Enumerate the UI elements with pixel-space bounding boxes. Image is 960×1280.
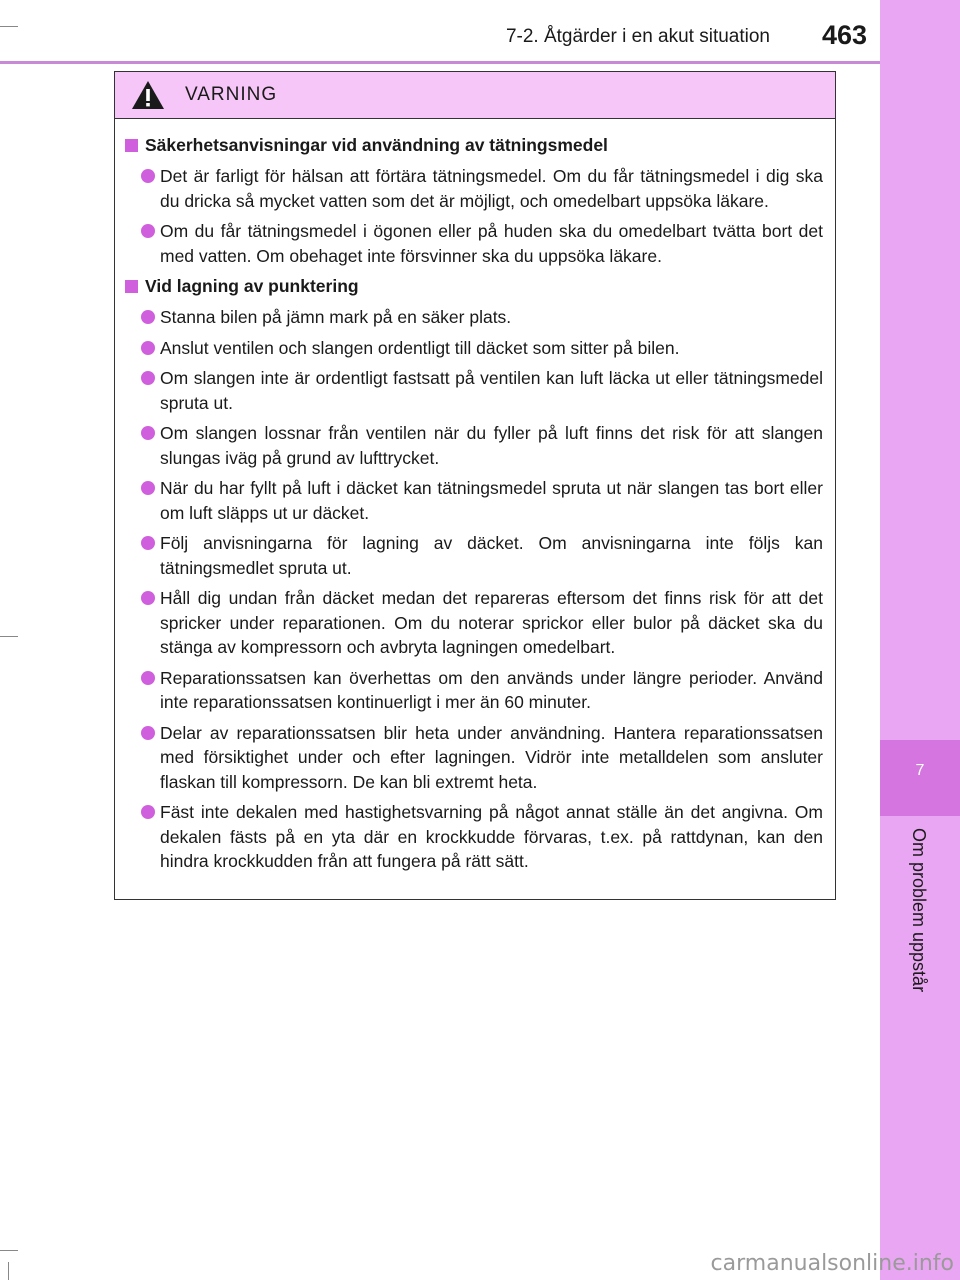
list-item-text: Om slangen inte är ordentligt fastsatt på ventilen kan luft läcka ut eller tätningsmedel spruta ut. bbox=[160, 368, 823, 413]
list-item-text: Följ anvisningarna för lagning av däcket. Om anvisningarna inte följs kan tätningsmedlet spruta ut. bbox=[160, 533, 823, 578]
chapter-title: Om problem uppstår bbox=[909, 828, 929, 993]
list-item-text: Reparationssatsen kan överhettas om den används under längre perioder. Använd inte reparationssatsen kontinuerligt i mer än 60 minuter. bbox=[160, 667, 823, 712]
list-item bbox=[125, 721, 825, 795]
list-item-text: Delar av reparationssatsen blir heta under användning. Hantera reparationssatsen med försiktighet under och efter lagningen. Vidrör inte metalldelen som ansluter flaskan till kompressorn. De kan bli extremt heta. bbox=[160, 722, 823, 792]
circle-bullet-icon bbox=[141, 481, 155, 495]
square-bullet-icon bbox=[125, 280, 138, 293]
circle-bullet-icon bbox=[141, 310, 155, 324]
section-heading bbox=[125, 133, 825, 157]
warning-title: VARNING bbox=[185, 84, 278, 105]
page-number: 463 bbox=[822, 20, 868, 50]
list-item-text: När du har fyllt på luft i däcket kan tätningsmedel spruta ut när slangen tas bort eller om luft släpps ut ur däcket. bbox=[160, 478, 823, 523]
list-item bbox=[125, 164, 825, 213]
list-item bbox=[125, 586, 825, 660]
list-item bbox=[125, 305, 825, 330]
section-title: 7-2. Åtgärder i en akut situation bbox=[505, 26, 770, 47]
section-heading-text: Säkerhetsanvisningar vid användning av tätningsmedel bbox=[145, 135, 608, 155]
circle-bullet-icon bbox=[141, 169, 155, 183]
watermark: carmanualsonline.info bbox=[710, 1251, 954, 1276]
list-item bbox=[125, 421, 825, 470]
circle-bullet-icon bbox=[141, 671, 155, 685]
list-item-text: Det är farligt för hälsan att förtära tätningsmedel. Om du får tätningsmedel i dig ska du dricka så mycket vatten som det är möjligt, och omedelbart uppsöka läkare. bbox=[160, 166, 823, 211]
list-item bbox=[125, 219, 825, 268]
circle-bullet-icon bbox=[141, 805, 155, 819]
side-tab bbox=[880, 0, 960, 1280]
circle-bullet-icon bbox=[141, 591, 155, 605]
section-heading-text: Vid lagning av punktering bbox=[145, 276, 359, 296]
circle-bullet-icon bbox=[141, 341, 155, 355]
list-item-text: Stanna bilen på jämn mark på en säker plats. bbox=[160, 307, 512, 327]
circle-bullet-icon bbox=[141, 426, 155, 440]
square-bullet-icon bbox=[125, 139, 138, 152]
list-item bbox=[125, 800, 825, 874]
list-item-text: Fäst inte dekalen med hastighetsvarning på något annat ställe än det angivna. Om dekalen fästs på en yta där en krockkudde förvaras, t.ex. på rattdynan, kan den hindra krockkudden från att fungera på rätt sätt. bbox=[160, 802, 823, 871]
circle-bullet-icon bbox=[141, 371, 155, 385]
list-item-text: Om slangen lossnar från ventilen när du fyller på luft finns det risk för att slangen slungas iväg på grund av lufttrycket. bbox=[160, 423, 823, 468]
list-item-text: Om du får tätningsmedel i ögonen eller på huden ska du omedelbart tvätta bort det med vatten. Om obehaget inte försvinner ska du uppsöka läkare. bbox=[160, 221, 823, 266]
warning-header bbox=[115, 72, 835, 119]
circle-bullet-icon bbox=[141, 224, 155, 238]
list-item-text: Håll dig undan från däcket medan det repareras eftersom det finns risk för att det spricker under reparationen. Om du noterar sprickor eller bulor på däcket ska du stänga av kompressorn och avbryta lagningen omedelbart. bbox=[160, 588, 823, 657]
warning-triangle-icon bbox=[131, 80, 165, 110]
crop-mark bbox=[0, 26, 18, 27]
crop-mark bbox=[0, 636, 18, 637]
warning-body bbox=[115, 119, 835, 874]
chapter-number: 7 bbox=[915, 762, 925, 779]
header-divider bbox=[0, 61, 880, 64]
list-item bbox=[125, 476, 825, 525]
circle-bullet-icon bbox=[141, 726, 155, 740]
section-heading bbox=[125, 274, 825, 298]
list-item bbox=[125, 531, 825, 580]
list-item bbox=[125, 666, 825, 715]
circle-bullet-icon bbox=[141, 536, 155, 550]
list-item bbox=[125, 336, 825, 361]
crop-mark bbox=[0, 1250, 18, 1251]
crop-mark bbox=[8, 1262, 9, 1280]
warning-box bbox=[114, 71, 836, 900]
list-item-text: Anslut ventilen och slangen ordentligt till däcket som sitter på bilen. bbox=[160, 337, 680, 358]
list-item bbox=[125, 366, 825, 415]
